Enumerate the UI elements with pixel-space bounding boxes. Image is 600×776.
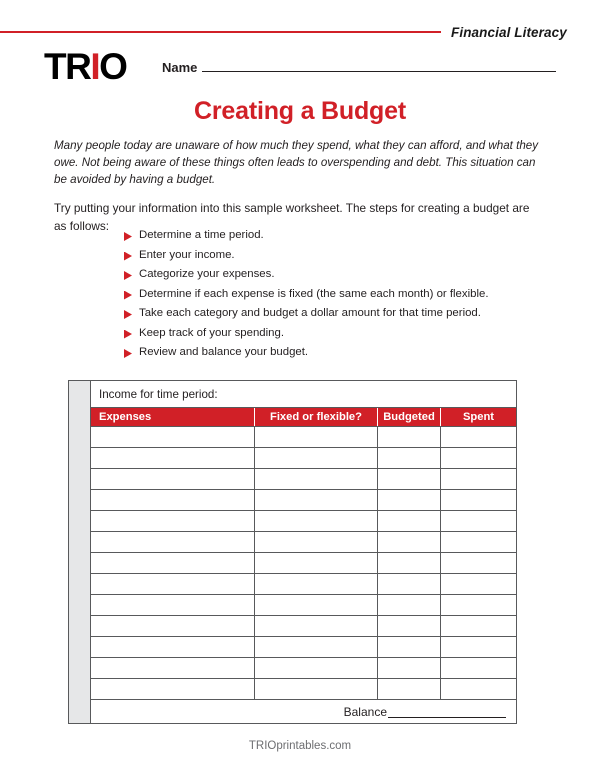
cell-expenses[interactable] bbox=[91, 637, 255, 657]
cell-fixed-or-flexible[interactable] bbox=[255, 658, 378, 678]
name-field-group bbox=[162, 59, 556, 75]
table-row bbox=[91, 427, 516, 448]
cell-fixed-or-flexible[interactable] bbox=[255, 511, 378, 531]
cell-spent[interactable] bbox=[441, 616, 516, 636]
cell-expenses[interactable] bbox=[91, 679, 255, 699]
page-title: Creating a Budget bbox=[194, 97, 406, 125]
cell-spent[interactable] bbox=[441, 658, 516, 678]
cell-budgeted[interactable] bbox=[378, 679, 441, 699]
column-header-expenses: Expenses bbox=[91, 408, 255, 426]
cell-fixed-or-flexible[interactable] bbox=[255, 490, 378, 510]
step-item bbox=[124, 306, 544, 326]
cell-spent[interactable] bbox=[441, 448, 516, 468]
cell-expenses[interactable] bbox=[91, 448, 255, 468]
table-row bbox=[91, 679, 516, 700]
triangle-bullet-icon bbox=[124, 349, 132, 358]
name-input-line[interactable] bbox=[202, 59, 556, 72]
step-label: Keep track of your spending. bbox=[139, 326, 285, 339]
name-label: Name bbox=[162, 60, 198, 75]
table-row bbox=[91, 574, 516, 595]
step-label: Determine a time period. bbox=[139, 229, 264, 241]
cell-fixed-or-flexible[interactable] bbox=[255, 679, 378, 699]
cell-spent[interactable] bbox=[441, 595, 516, 615]
cell-expenses[interactable] bbox=[91, 427, 255, 447]
steps-list bbox=[124, 228, 544, 365]
step-item bbox=[124, 287, 544, 307]
cell-fixed-or-flexible[interactable] bbox=[255, 595, 378, 615]
column-header-budgeted: Budgeted bbox=[378, 408, 441, 426]
cell-fixed-or-flexible[interactable] bbox=[255, 427, 378, 447]
intro-paragraph: Many people today are unaware of how much they spend, what they can afford, and what they owe. Not being aware of these things often leads to overspending and debt. This situation can be avoided by having a budget. bbox=[54, 139, 539, 187]
step-label: Determine if each expense is fixed (the same each month) or flexible. bbox=[139, 287, 489, 300]
cell-budgeted[interactable] bbox=[378, 553, 441, 573]
balance-label: Balance bbox=[343, 704, 387, 719]
cell-spent[interactable] bbox=[441, 637, 516, 657]
table-row bbox=[91, 637, 516, 658]
table-row bbox=[91, 511, 516, 532]
cell-budgeted[interactable] bbox=[378, 574, 441, 594]
table-row bbox=[91, 616, 516, 637]
instruction-paragraph: Try putting your information into this sample worksheet. The steps for creating a budget are as follows: bbox=[54, 201, 530, 233]
cell-budgeted[interactable] bbox=[378, 595, 441, 615]
logo-text-i: I bbox=[90, 46, 100, 87]
step-item bbox=[124, 267, 544, 287]
income-label: Income for time period: bbox=[99, 387, 218, 401]
logo-text-tr: TR bbox=[44, 46, 91, 87]
step-item bbox=[124, 248, 544, 268]
table-row bbox=[91, 553, 516, 574]
logo-text-o: O bbox=[99, 46, 127, 87]
worksheet-header-row bbox=[91, 408, 516, 427]
step-label: Take each category and budget a dollar amount for that time period. bbox=[139, 307, 481, 319]
cell-expenses[interactable] bbox=[91, 511, 255, 531]
step-item bbox=[124, 228, 544, 248]
step-item bbox=[124, 326, 544, 346]
column-header-spent: Spent bbox=[462, 411, 495, 423]
cell-budgeted[interactable] bbox=[378, 658, 441, 678]
cell-expenses[interactable] bbox=[91, 574, 255, 594]
cell-spent[interactable] bbox=[441, 679, 516, 699]
cell-budgeted[interactable] bbox=[378, 469, 441, 489]
page-header bbox=[0, 22, 600, 42]
cell-spent[interactable] bbox=[441, 427, 516, 447]
income-row[interactable] bbox=[91, 381, 516, 408]
cell-expenses[interactable] bbox=[91, 595, 255, 615]
table-row bbox=[91, 448, 516, 469]
cell-spent[interactable] bbox=[441, 511, 516, 531]
table-row bbox=[91, 532, 516, 553]
cell-budgeted[interactable] bbox=[378, 490, 441, 510]
cell-spent[interactable] bbox=[441, 553, 516, 573]
table-row bbox=[91, 469, 516, 490]
cell-fixed-or-flexible[interactable] bbox=[255, 553, 378, 573]
cell-expenses[interactable] bbox=[91, 616, 255, 636]
trio-logo bbox=[44, 48, 126, 85]
cell-budgeted[interactable] bbox=[378, 427, 441, 447]
column-header-fixed-or-flexible: Fixed or flexible? bbox=[255, 408, 378, 426]
balance-row bbox=[91, 700, 516, 723]
triangle-bullet-icon bbox=[124, 271, 132, 280]
step-label: Enter your income. bbox=[139, 248, 235, 261]
table-row bbox=[91, 490, 516, 511]
cell-budgeted[interactable] bbox=[378, 532, 441, 552]
subject-label: Financial Literacy bbox=[451, 24, 567, 40]
cell-budgeted[interactable] bbox=[378, 637, 441, 657]
cell-budgeted[interactable] bbox=[378, 616, 441, 636]
balance-input-line[interactable] bbox=[388, 706, 506, 718]
worksheet-left-gutter bbox=[69, 381, 91, 723]
header-red-rule bbox=[0, 31, 441, 33]
step-item bbox=[124, 345, 544, 365]
worksheet-data-rows bbox=[91, 427, 516, 700]
cell-expenses[interactable] bbox=[91, 490, 255, 510]
step-label: Categorize your expenses. bbox=[139, 268, 275, 280]
cell-fixed-or-flexible[interactable] bbox=[255, 448, 378, 468]
logo-and-name-row bbox=[44, 46, 556, 87]
cell-budgeted[interactable] bbox=[378, 511, 441, 531]
cell-spent[interactable] bbox=[441, 532, 516, 552]
triangle-bullet-icon bbox=[124, 232, 132, 241]
triangle-bullet-icon bbox=[124, 252, 132, 261]
table-row bbox=[91, 658, 516, 679]
cell-spent[interactable] bbox=[441, 574, 516, 594]
cell-budgeted[interactable] bbox=[378, 448, 441, 468]
cell-fixed-or-flexible[interactable] bbox=[255, 574, 378, 594]
cell-fixed-or-flexible[interactable] bbox=[255, 469, 378, 489]
budget-worksheet-table bbox=[68, 380, 517, 724]
cell-expenses[interactable] bbox=[91, 469, 255, 489]
triangle-bullet-icon bbox=[124, 310, 132, 319]
cell-expenses[interactable] bbox=[91, 658, 255, 678]
table-row bbox=[91, 595, 516, 616]
cell-spent[interactable] bbox=[441, 469, 516, 489]
footer-site-label: TRIOprintables.com bbox=[248, 740, 352, 752]
cell-fixed-or-flexible[interactable] bbox=[255, 616, 378, 636]
cell-fixed-or-flexible[interactable] bbox=[255, 637, 378, 657]
triangle-bullet-icon bbox=[124, 330, 132, 339]
step-label: Review and balance your budget. bbox=[139, 346, 309, 358]
cell-fixed-or-flexible[interactable] bbox=[255, 532, 378, 552]
cell-spent[interactable] bbox=[441, 490, 516, 510]
cell-expenses[interactable] bbox=[91, 532, 255, 552]
cell-expenses[interactable] bbox=[91, 553, 255, 573]
worksheet-body bbox=[91, 381, 516, 723]
triangle-bullet-icon bbox=[124, 291, 132, 300]
